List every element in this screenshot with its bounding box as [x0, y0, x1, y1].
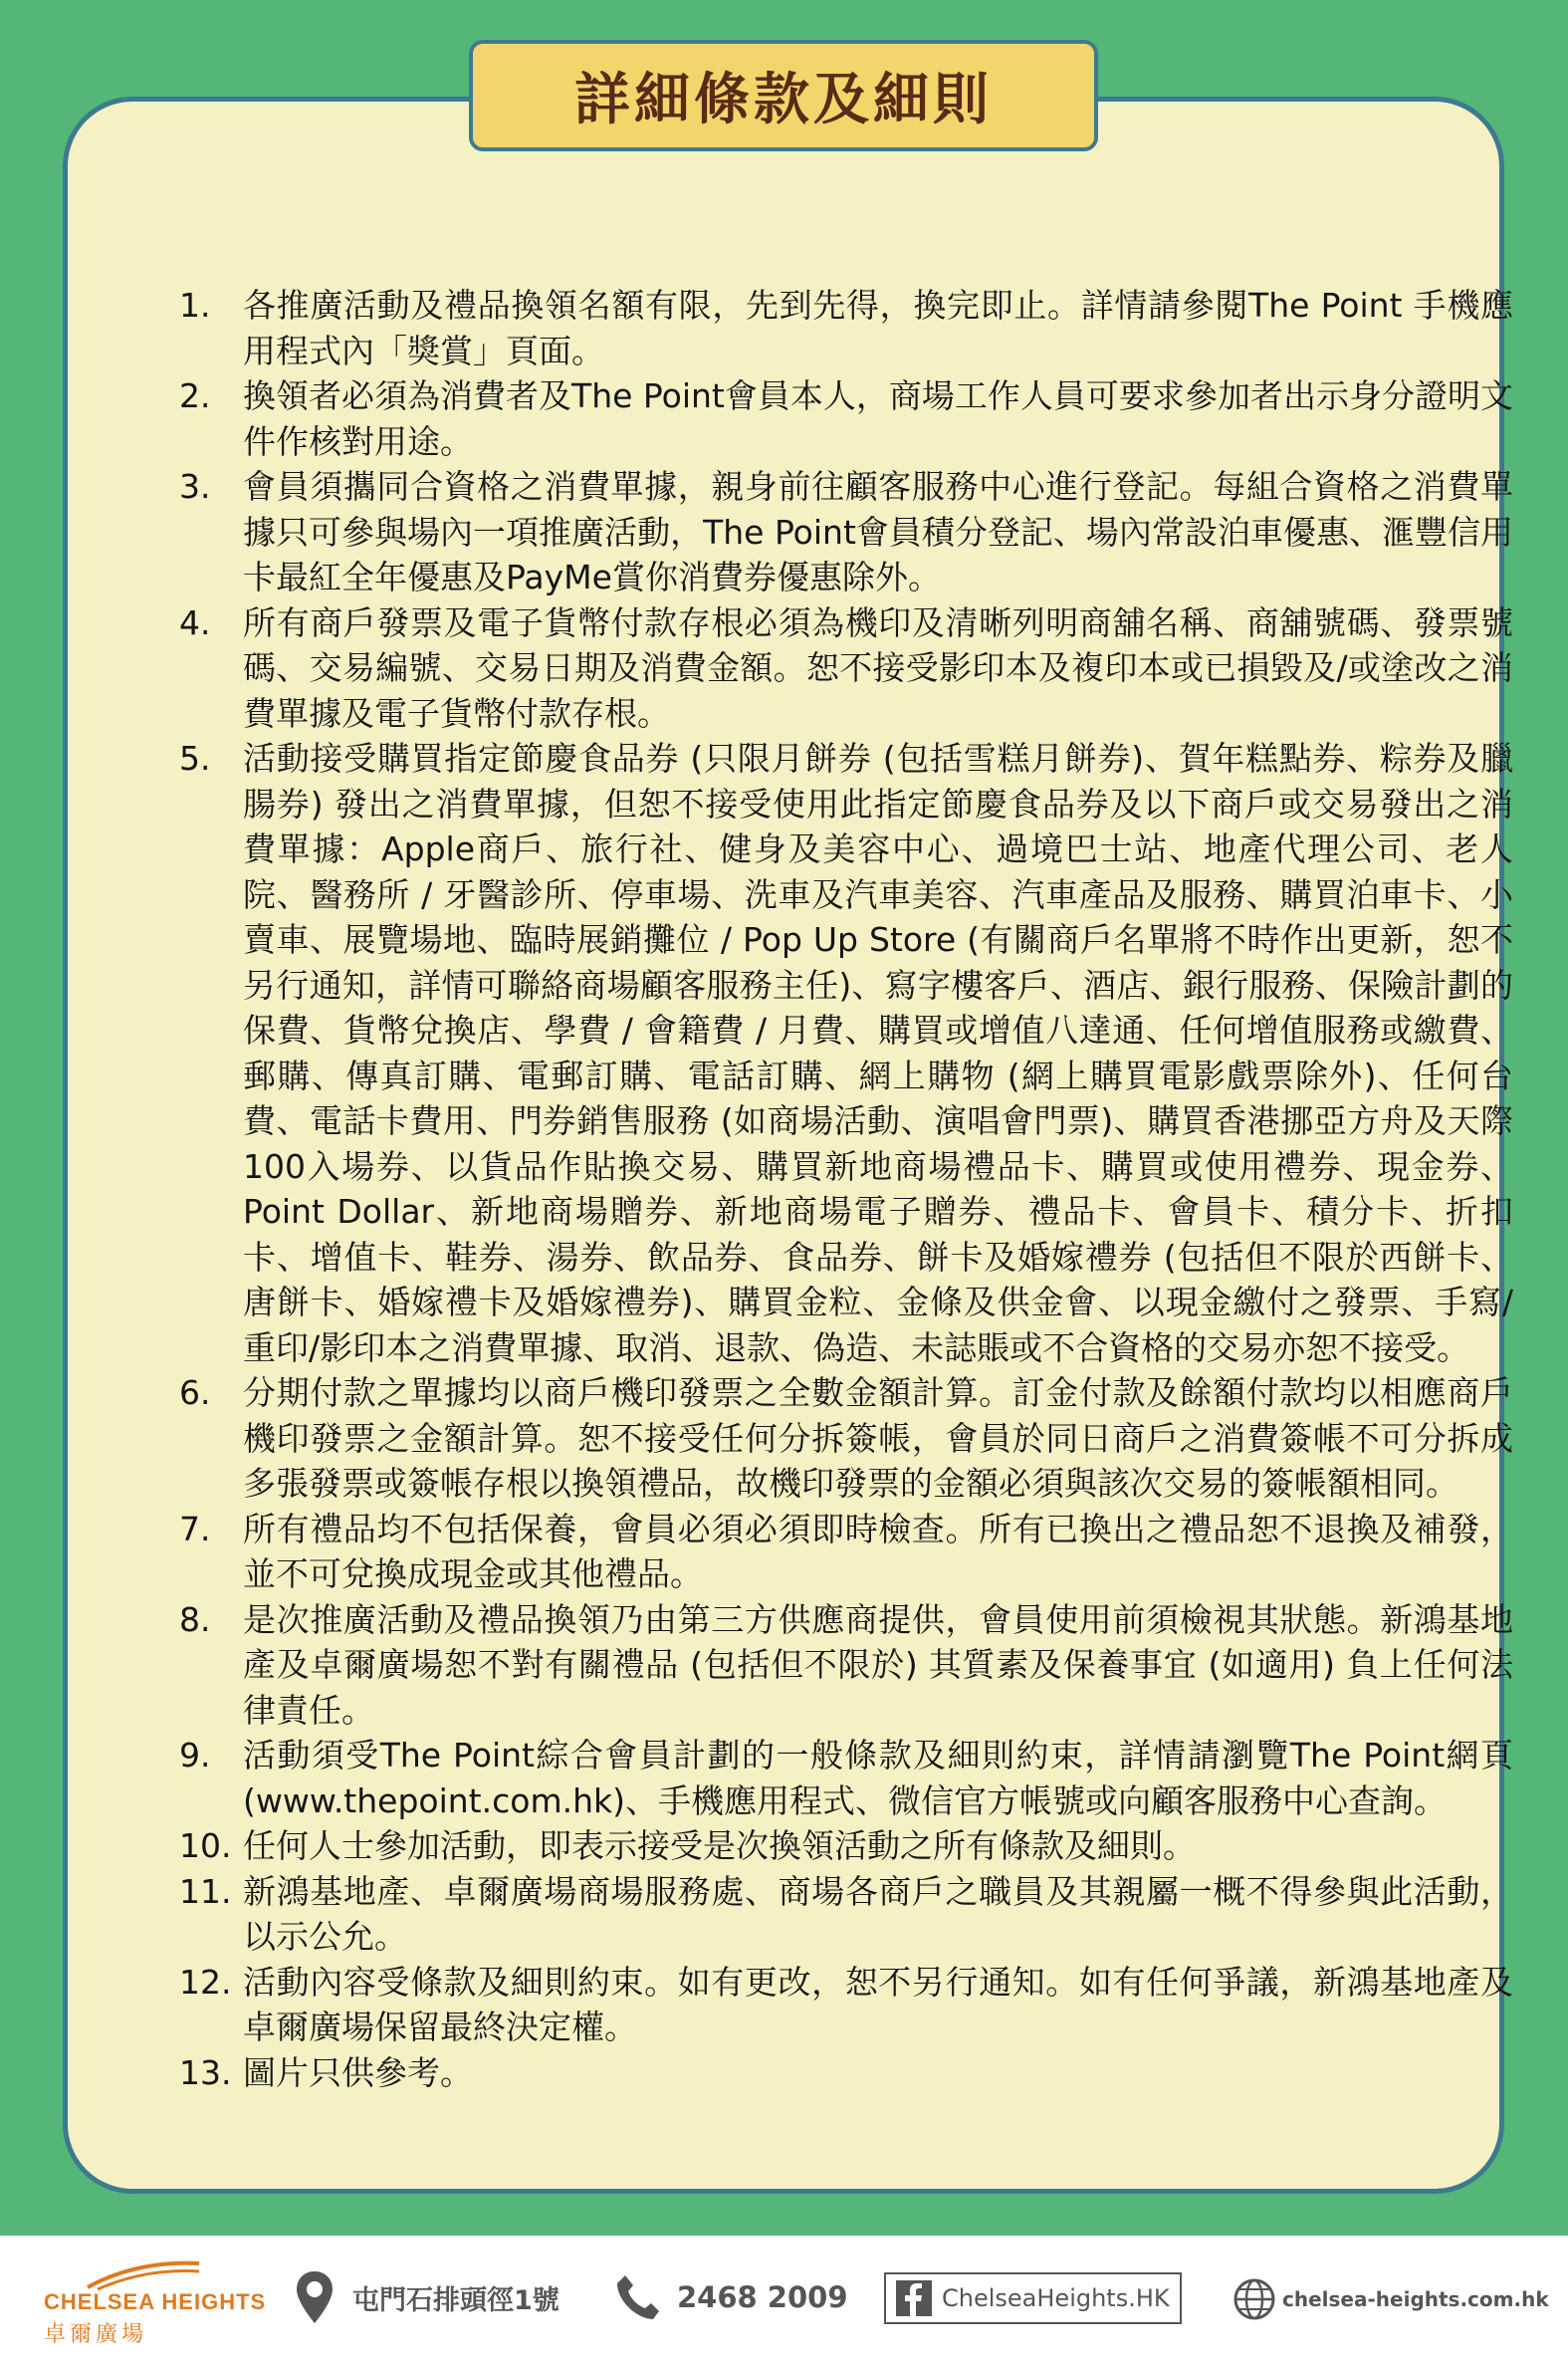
term-text: 是次推廣活動及禮品換領乃由第三方供應商提供，會員使用前須檢視其狀態。新鴻基地產及卓爾廣場恕不對有關禮品 (包括但不限於) 其質素及保養事宜 (如適用) 負上任何法律責任。 — [243, 1599, 1513, 1730]
website-url: chelsea-heights.com.hk — [1282, 2287, 1549, 2311]
term-number: 8. — [179, 1599, 211, 1639]
terms-card — [63, 97, 1513, 2194]
facebook-icon — [896, 2280, 932, 2316]
title-banner — [469, 40, 1098, 151]
term-item — [179, 1370, 1513, 1507]
term-text: 圖片只供參考。 — [243, 2052, 473, 2092]
page-title: 詳細條款及細則 — [574, 68, 993, 132]
term-number: 10. — [179, 1826, 232, 1865]
address-text: 屯門石排頭徑1號 — [352, 2284, 560, 2316]
term-text: 活動內容受條款及細則約束。如有更改，恕不另行通知。如有任何爭議，新鴻基地產及卓爾廣場保留最終決定權。 — [243, 1962, 1513, 2046]
chelsea-heights-logo — [44, 2257, 267, 2352]
term-number: 11. — [179, 1871, 232, 1911]
term-item — [179, 600, 1513, 737]
footer — [0, 2236, 1568, 2367]
term-number: 12. — [179, 1962, 232, 2002]
address-item — [295, 2267, 560, 2327]
term-item — [179, 1507, 1513, 1597]
term-text: 所有商戶發票及電子貨幣付款存根必須為機印及清晰列明商舖名稱、商舖號碼、發票號碼、交易編號、交易日期及消費金額。恕不接受影印本及複印本或已損毀及/或塗改之消費單據及電子貨幣付款存根。 — [243, 602, 1513, 733]
phone-number: 2468 2009 — [677, 2280, 848, 2314]
term-text: 所有禮品均不包括保養，會員必須必須即時檢查。所有已換出之禮品恕不退換及補發，並不可兌換成現金或其他禮品。 — [243, 1509, 1513, 1593]
logo-swoosh-icon — [84, 2257, 203, 2291]
globe-icon — [1232, 2277, 1276, 2321]
term-item — [179, 1597, 1513, 1734]
term-text: 任何人士參加活動，即表示接受是次換領活動之所有條款及細則。 — [243, 1826, 1196, 1865]
term-number: 9. — [179, 1736, 211, 1775]
location-pin-icon — [295, 2269, 335, 2325]
term-number: 2. — [179, 376, 211, 415]
term-number: 7. — [179, 1509, 211, 1548]
term-text: 新鴻基地產、卓爾廣場商場服務處、商場各商戶之職員及其親屬一概不得參與此活動，以示公允。 — [243, 1871, 1513, 1956]
term-item — [179, 373, 1513, 464]
term-item — [179, 464, 1513, 600]
logo-text-zh: 卓爾廣場 — [44, 2322, 148, 2347]
terms-list — [179, 283, 1513, 2095]
term-number: 5. — [179, 739, 211, 778]
facebook-badge[interactable] — [884, 2272, 1182, 2324]
facebook-handle: ChelseaHeights.HK — [942, 2284, 1170, 2312]
term-number: 1. — [179, 286, 211, 325]
term-text: 換領者必須為消費者及The Point會員本人，商場工作人員可要求參加者出示身分證明文件作核對用途。 — [243, 376, 1513, 461]
term-text: 會員須攜同合資格之消費單據，親身前往顧客服務中心進行登記。每組合資格之消費單據只可參與場內一項推廣活動，The Point會員積分登記、場內常設泊車優惠、滙豐信用卡最紅全年優惠及PayMe賞你消費券優惠除外。 — [243, 467, 1513, 596]
term-text: 活動須受The Point綜合會員計劃的一般條款及細則約束，詳情請瀏覽The Point網頁 (www.thepoint.com.hk)、手機應用程式、微信官方帳號或向顧客服務中心查詢。 — [243, 1736, 1513, 1820]
term-item — [179, 1823, 1513, 1869]
term-item — [179, 283, 1513, 373]
term-number: 6. — [179, 1373, 211, 1412]
facebook-item[interactable] — [884, 2269, 1182, 2327]
term-number: 4. — [179, 602, 211, 642]
term-text: 活動接受購買指定節慶食品券 (只限月餅券 (包括雪糕月餅券)、賀年糕點券、粽券及臘腸券) 發出之消費單據，但恕不接受使用此指定節慶食品券及以下商戶或交易發出之消費單據：Apple商戶、旅行社、健身及美容中心、過境巴士站、地產代理公司、老人院、醫務所 / 牙醫診所、停車場、洗車及汽車美容、汽車產品及服務、購買泊車卡、小賣車、展覽場地、臨時展銷攤位 / Pop Up Store (有關商戶名單將不時作出更新，恕不另行通知，詳情可聯絡商場顧客服務主任)、寫字樓客戶、酒店、銀行服務、保險計劃的保費、貨幣兌換店、學費 / 會籍費 / 月費、購買或增值八達通、任何增值服務或繳費、郵購、傳真訂購、電郵訂購、電話訂購、網上購物 (網上購買電影戲票除外)、任何台費、電話卡費用、門券銷售服務 (如商場活動、演唱會門票)、購買香港挪亞方舟及天際100入場券、以貨品作貼換交易、購買新地商場禮品卡、購買或使用禮券、現金券、Point Dollar、新地商場贈券、新地商場電子贈券、禮品卡、會員卡、積分卡、折扣卡、增值卡、鞋券、湯券、飲品券、食品券、餅卡及婚嫁禮券 (包括但不限於西餅卡、唐餅卡、婚嫁禮卡及婚嫁禮券)、購買金粒、金條及供金會、以現金繳付之發票、手寫/重印/影印本之消費單據、取消、退款、偽造、未誌賬或不合資格的交易亦恕不接受。 — [243, 739, 1513, 1367]
phone-icon — [615, 2273, 659, 2321]
term-item — [179, 2050, 1513, 2096]
phone-item[interactable] — [615, 2271, 848, 2323]
term-item — [179, 1733, 1513, 1823]
term-text: 分期付款之單據均以商戶機印發票之全數金額計算。訂金付款及餘額付款均以相應商戶機印發票之金額計算。恕不接受任何分拆簽帳，會員於同日商戶之消費簽帳不可分拆成多張發票或簽帳存根以換領禮品，故機印發票的金額必須與該次交易的簽帳額相同。 — [243, 1373, 1513, 1503]
website-item[interactable] — [1232, 2275, 1549, 2323]
term-item — [179, 736, 1513, 1370]
term-number: 13. — [179, 2052, 232, 2092]
logo-text-en: CHELSEA HEIGHTS — [44, 2289, 267, 2314]
term-text: 各推廣活動及禮品換領名額有限，先到先得，換完即止。詳情請參閱The Point 手機應用程式內「獎賞」頁面。 — [243, 286, 1513, 370]
term-item — [179, 1960, 1513, 2050]
term-item — [179, 1869, 1513, 1960]
term-number: 3. — [179, 467, 211, 506]
